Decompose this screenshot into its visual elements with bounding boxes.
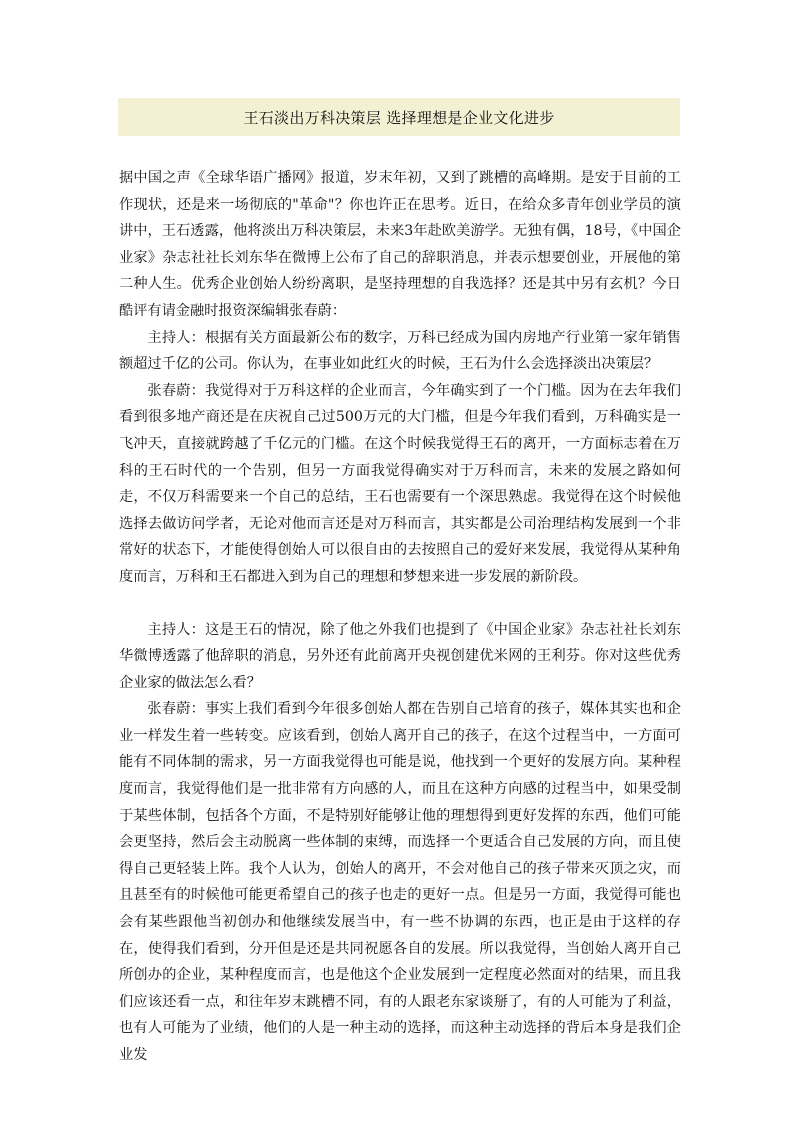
host-question-2: 主持人：这是王石的情况，除了他之外我们也提到了《中国企业家》杂志社社长刘东华微博透露了他辞职的消息，另外还有此前离开央视创建优米网的王利芬。你对这些优秀企业家的做法怎么看？	[119, 621, 681, 691]
guest-answer-1: 张春蔚：我觉得对于万科这样的企业而言，今年确实到了一个门槛。因为在去年我们看到很多地产商还是在庆祝自己过500万元的大门槛，但是今年我们看到，万科确实是一飞冲天，直接就跨越了千亿元的门槛。在这个时候我觉得王石的离开，一方面标志着在万科的王石时代的一个告别，但另一方面我觉得确实对于万科而言，未来的发展之路如何走，不仅万科需要来一个自己的总结，王石也需要有一个深思熟虑。我觉得在这个时候他选择去做访问学者，无论对他而言还是对万科而言，其实都是公司治理结构发展到一个非常好的状态下，才能使得创始人可以很自由的去按照自己的爱好来发展，我觉得从某种角度而言，万科和王石都进入到为自己的理想和梦想来进一步发展的新阶段。	[119, 382, 681, 585]
paragraph-gap	[119, 591, 681, 617]
article-body	[119, 165, 681, 1069]
intro-paragraph: 据中国之声《全球华语广播网》报道，岁末年初，又到了跳槽的高峰期。是安于目前的工作现状，还是来一场彻底的"革命"？你也许正在思考。近日，在给众多青年创业学员的演讲中，王石透露，他将淡出万科决策层，未来3年赴欧美游学。无独有偶，18号，《中国企业家》杂志社社长刘东华在微博上公布了自己的辞职消息，并表示想要创业，开展他的第二种人生。优秀企业创始人纷纷离职，是坚持理想的自我选择？还是其中另有玄机？今日酷评有请金融时报资深编辑张春蔚：	[119, 170, 681, 319]
host-question-1: 主持人：根据有关方面最新公布的数字，万科已经成为国内房地产行业第一家年销售额超过千亿的公司。你认为，在事业如此红火的时候，王石为什么会选择淡出决策层？	[119, 329, 681, 373]
article-title-banner	[118, 98, 680, 136]
article-title: 王石淡出万科决策层 选择理想是企业文化进步	[243, 108, 555, 127]
guest-answer-2: 张春蔚：事实上我们看到今年很多创始人都在告别自己培育的孩子，媒体其实也和企业一样发生着一些转变。应该看到，创始人离开自己的孩子，在这个过程当中，一方面可能有不同体制的需求，另一方面我觉得也可能是说，他找到一个更好的发展方向。某种程度而言，我觉得他们是一批非常有方向感的人，而且在这种方向感的过程当中，如果受制于某些体制，包括各个方面，不是特别好能够让他的理想得到更好发挥的东西，他们可能会更坚持，然后会主动脱离一些体制的束缚，而选择一个更适合自己发展的方向，而且使得自己更轻装上阵。我个人认为，创始人的离开，不会对他自己的孩子带来灭顶之灾，而且甚至有的时候他可能更希望自己的孩子也走的更好一点。但是另一方面，我觉得可能也会有某些跟他当初创办和他继续发展当中，有一些不协调的东西，也正是由于这样的存在，使得我们看到，分开但是还是共同祝愿各自的发展。所以我觉得，当创始人离开自己所创办的企业，某种程度而言，也是他这个企业发展到一定程度必然面对的结果，而且我们应该还看一点，和往年岁末跳槽不同，有的人跟老东家谈掰了，有的人可能为了利益，也有人可能为了业绩，他们的人是一种主动的选择，而这种主动选择的背后本身是我们企业发	[119, 701, 681, 1063]
